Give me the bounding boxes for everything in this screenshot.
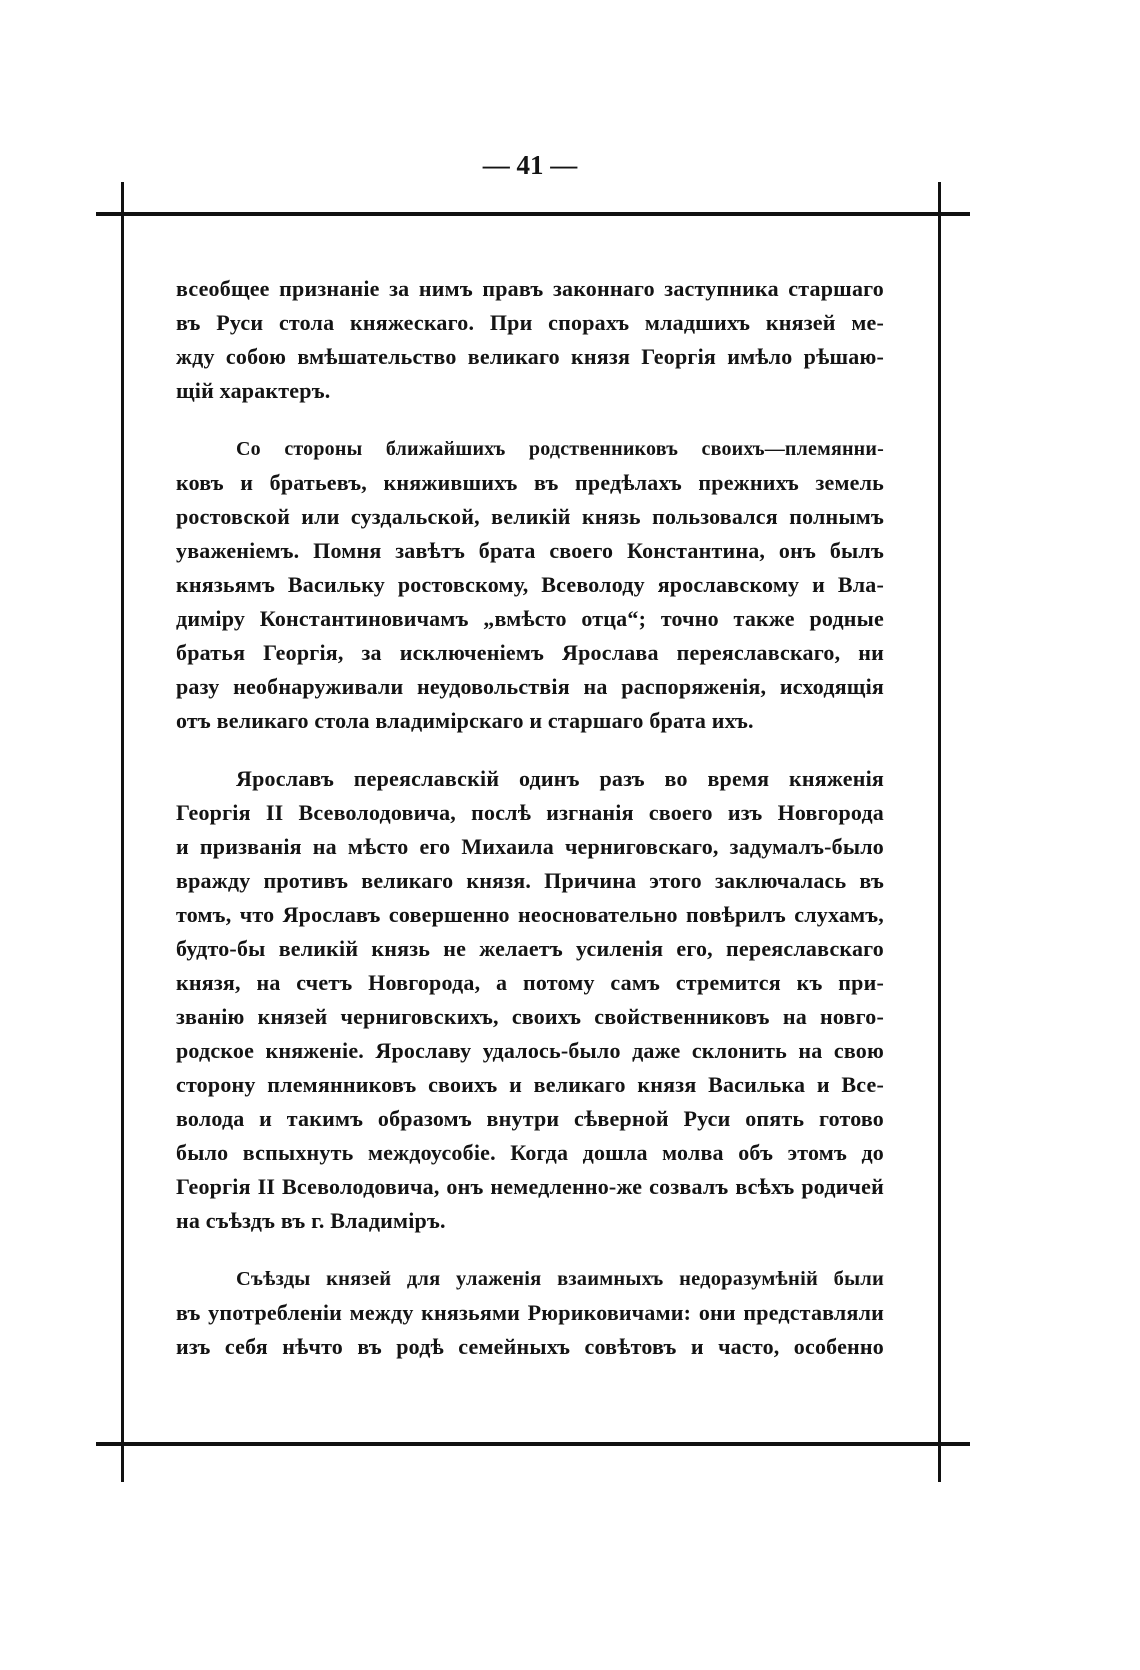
- text-line: было вспыхнуть междоусобіе. Когда дошла молва объ этомъ до: [176, 1140, 884, 1165]
- text-line: князя, на счетъ Новгорода, а потому самъ стремится къ при-: [176, 970, 884, 995]
- text-line: родское княженіе. Ярославу удалось-было даже склонить на свою: [176, 1038, 884, 1063]
- text-line: разу необнаруживали неудовольствія на распоряженія, исходящія: [176, 674, 884, 699]
- text-line: томъ, что Ярославъ совершенно неосновательно повѣрилъ слухамъ,: [176, 902, 884, 927]
- text-line: въ Руси стола княжескаго. При спорахъ младшихъ князей ме-: [176, 310, 884, 335]
- text-line: щій характеръ.: [176, 378, 331, 403]
- paragraph-3: [176, 762, 884, 1238]
- text-line: Ярославъ переяславскій одинъ разъ во время княженія: [236, 766, 884, 791]
- text-line: вражду противъ великаго князя. Причина этого заключалась въ: [176, 868, 884, 893]
- text-line: всеобщее признаніе за нимъ правъ законнаго заступника старшаго: [176, 276, 884, 301]
- text-line: изъ себя нѣчто въ родѣ семейныхъ совѣтовъ и часто, особенно: [176, 1334, 884, 1359]
- text-line: будто-бы великій князь не желаетъ усиленія его, переяславскаго: [176, 936, 884, 961]
- text-line: князьямъ Васильку ростовскому, Всеволоду ярославскому и Вла-: [176, 572, 884, 597]
- paragraph-2: [176, 432, 884, 738]
- bottom-border-rule: [96, 1442, 970, 1446]
- text-line: жду собою вмѣшательство великаго князя Георгія имѣло рѣшаю-: [176, 344, 884, 369]
- text-line: Георгія II Всеволодовича, послѣ изгнанія своего изъ Новгорода: [176, 800, 884, 825]
- text-line: ковъ и братьевъ, княжившихъ въ предѣлахъ прежнихъ земель: [176, 470, 884, 495]
- text-line: и призванія на мѣсто его Михаила черниговскаго, задумалъ-было: [176, 834, 884, 859]
- body-text: [176, 272, 884, 1364]
- paragraph-4: [176, 1262, 884, 1364]
- text-line: отъ великаго стола владимірскаго и старшаго брата ихъ.: [176, 708, 754, 733]
- text-line: званію князей черниговскихъ, своихъ свойственниковъ на новго-: [176, 1004, 884, 1029]
- left-border-rule: [121, 182, 124, 1482]
- text-line: Георгія II Всеволодовича, онъ немедленно-же созвалъ всѣхъ родичей: [176, 1174, 884, 1199]
- text-line: на съѣздъ въ г. Владиміръ.: [176, 1208, 446, 1233]
- text-line: Съѣзды князей для улаженія взаимныхъ недоразумѣній были: [236, 1268, 884, 1290]
- paragraph-1: [176, 272, 884, 408]
- text-line: братья Георгія, за исключеніемъ Ярослава переяславскаго, ни: [176, 640, 884, 665]
- text-line: волода и такимъ образомъ внутри сѣверной Руси опять готово: [176, 1106, 884, 1131]
- text-line: въ употребленіи между князьями Рюриковичами: они представляли: [176, 1300, 884, 1325]
- text-line: диміру Константиновичамъ „вмѣсто отца“; точно также родные: [176, 606, 884, 631]
- page-number: — 41 —: [482, 150, 578, 180]
- right-border-rule: [938, 182, 941, 1482]
- text-line: уваженіемъ. Помня завѣтъ брата своего Константина, онъ былъ: [176, 538, 884, 563]
- top-border-rule: [96, 212, 970, 216]
- text-line: ростовской или суздальской, великій князь пользовался полнымъ: [176, 504, 884, 529]
- text-line: сторону племянниковъ своихъ и великаго князя Василька и Все-: [176, 1072, 884, 1097]
- text-line: Со стороны ближайшихъ родственниковъ своихъ—племянни-: [236, 438, 884, 460]
